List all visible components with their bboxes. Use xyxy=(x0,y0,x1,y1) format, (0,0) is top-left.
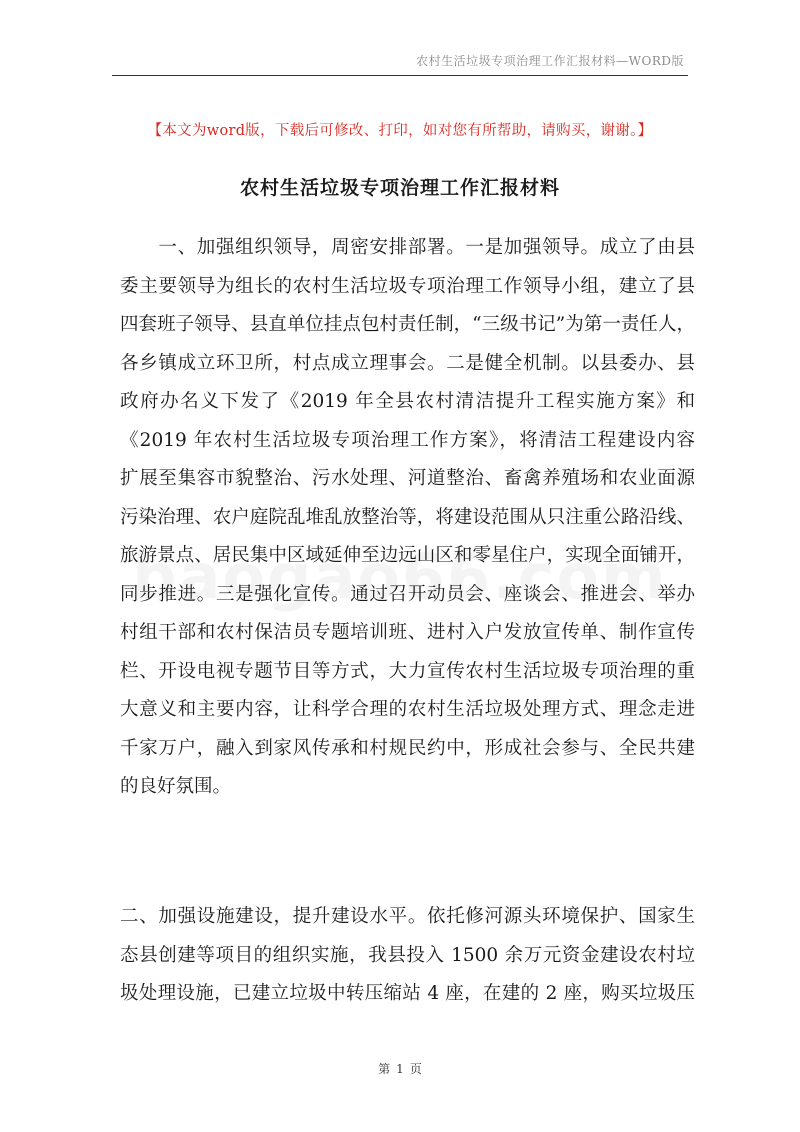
document-title: 农村生活垃圾专项治理工作汇报材料 xyxy=(239,177,560,199)
text-line: 同步推进。三是强化宣传。通过召开动员会、座谈会、推进会、举办 xyxy=(120,583,695,605)
paragraph-2 xyxy=(120,898,695,1014)
text-line: 圾处理设施，已建立垃圾中转压缩站 4 座，在建的 2 座，购买垃圾压 xyxy=(120,983,695,1004)
text-line: 村组干部和农村保洁员专题培训班、进村入户发放宣传单、制作宣传 xyxy=(120,622,695,643)
header-title: 农村生活垃圾专项治理工作汇报材料—WORD版 xyxy=(416,54,684,68)
text-line: 扩展至集容市貌整治、污水处理、河道整治、畜禽养殖场和农业面源 xyxy=(120,468,695,489)
text-line: 的良好氛围。 xyxy=(120,776,232,797)
text-line: 态县创建等项目的组织实施，我县投入 1500 余万元资金建设农村垃 xyxy=(120,944,695,966)
text-line: 二、加强设施建设，提升建设水平。依托修河源头环境保护、国家生 xyxy=(120,906,695,927)
paragraph-1 xyxy=(120,229,695,807)
text-line: 四套班子领导、县直单位挂点包村责任制，“三级书记”为第一责任人， xyxy=(120,314,695,335)
header-divider xyxy=(112,75,688,76)
text-line: 大意义和主要内容，让科学合理的农村生活垃圾处理方式、理念走进 xyxy=(120,699,695,720)
page-prefix: 第 xyxy=(378,1062,391,1076)
page-number-value: 1 xyxy=(396,1062,404,1076)
text-line: 《2019 年农村生活垃圾专项治理工作方案》，将清洁工程建设内容 xyxy=(120,429,695,451)
page-suffix: 页 xyxy=(409,1062,422,1076)
text-line: 千家万户，融入到家风传承和村规民约中，形成社会参与、全民共建 xyxy=(120,737,695,759)
text-line: 栏、开设电视专题节目等方式，大力宣传农村生活垃圾专项治理的重 xyxy=(120,660,695,682)
text-line: 污染治理、农户庭院乱堆乱放整治等，将建设范围从只注重公路沿线、 xyxy=(120,506,695,528)
text-line: 一、加强组织领导，周密安排部署。一是加强领导。成立了由县 xyxy=(120,237,695,258)
page-number xyxy=(0,1060,800,1077)
text-line: 旅游景点、居民集中区域延伸至边远山区和零星住户，实现全面铺开， xyxy=(120,545,695,566)
download-notice: 【本文为word版，下载后可修改、打印，如对您有所帮助，请购买，谢谢。】 xyxy=(147,123,653,139)
text-line: 各乡镇成立环卫所，村点成立理事会。二是健全机制。以县委办、县 xyxy=(120,352,695,374)
text-line: 政府办名义下发了《2019 年全县农村清洁提升工程实施方案》和 xyxy=(120,391,695,412)
text-line: 委主要领导为组长的农村生活垃圾专项治理工作领导小组，建立了县 xyxy=(120,275,695,297)
